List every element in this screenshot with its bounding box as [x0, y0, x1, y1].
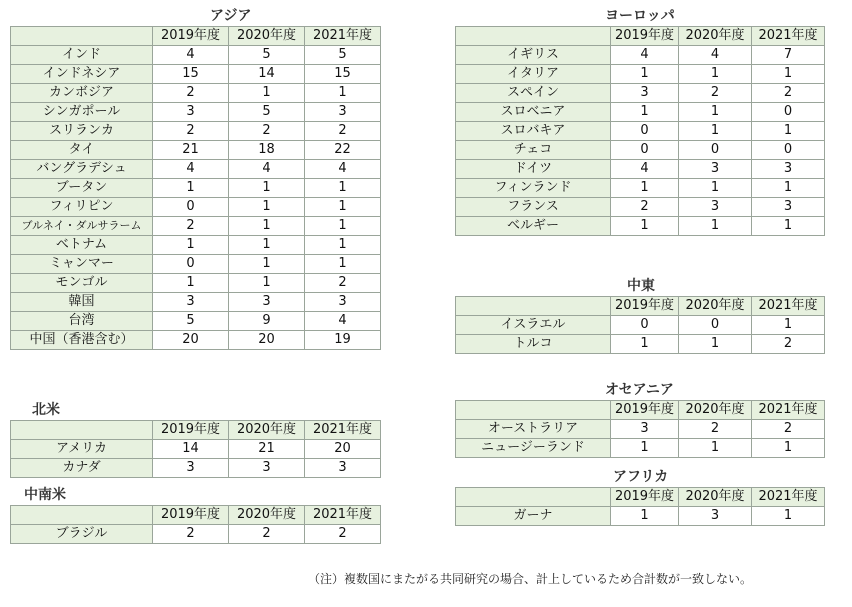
count-cell: 3 — [679, 507, 752, 526]
count-cell: 5 — [305, 46, 381, 65]
table-row — [11, 525, 381, 544]
table-row — [456, 160, 825, 179]
country-name: 中国（香港含む） — [11, 331, 153, 350]
table-row — [11, 65, 381, 84]
count-cell: 3 — [611, 84, 679, 103]
count-cell: 3 — [153, 103, 229, 122]
count-cell: 1 — [229, 84, 305, 103]
header-blank — [456, 488, 611, 507]
count-cell: 1 — [679, 439, 752, 458]
count-cell: 1 — [611, 335, 679, 354]
header-blank — [11, 27, 153, 46]
count-cell: 15 — [305, 65, 381, 84]
year-header: 2021年度 — [305, 421, 381, 440]
country-name: アメリカ — [11, 440, 153, 459]
count-cell: 9 — [229, 312, 305, 331]
year-header: 2020年度 — [229, 421, 305, 440]
count-cell: 21 — [153, 141, 229, 160]
table-row — [456, 420, 825, 439]
count-cell: 0 — [679, 141, 752, 160]
region-north-america — [10, 400, 381, 478]
country-name: カンボジア — [11, 84, 153, 103]
country-name: ブルネイ・ダルサラーム — [11, 217, 153, 236]
region-latin-america — [10, 485, 381, 544]
footnote: （注）複数国にまたがる共同研究の場合、計上しているため合計数が一致しない。 — [308, 572, 753, 586]
count-cell: 1 — [153, 274, 229, 293]
country-name: トルコ — [456, 335, 611, 354]
count-cell: 4 — [229, 160, 305, 179]
count-cell: 1 — [752, 439, 825, 458]
count-cell: 1 — [752, 65, 825, 84]
region-title: 中南米 — [24, 487, 66, 503]
table-row — [11, 459, 381, 478]
region-oceania — [455, 380, 825, 458]
table-row — [11, 46, 381, 65]
count-cell: 4 — [153, 46, 229, 65]
count-cell: 1 — [679, 217, 752, 236]
count-cell: 1 — [752, 316, 825, 335]
count-cell: 3 — [679, 160, 752, 179]
count-cell: 1 — [679, 179, 752, 198]
region-title: アジア — [210, 8, 252, 24]
country-name: 台湾 — [11, 312, 153, 331]
count-cell: 1 — [305, 236, 381, 255]
region-europe — [455, 6, 825, 236]
year-header: 2020年度 — [679, 401, 752, 420]
count-cell: 1 — [611, 179, 679, 198]
country-name: カナダ — [11, 459, 153, 478]
count-cell: 1 — [229, 217, 305, 236]
count-cell: 2 — [153, 122, 229, 141]
count-cell: 3 — [153, 293, 229, 312]
region-africa — [455, 467, 825, 526]
count-cell: 2 — [679, 420, 752, 439]
count-cell: 0 — [679, 316, 752, 335]
table-row — [456, 198, 825, 217]
count-cell: 1 — [305, 217, 381, 236]
count-cell: 1 — [752, 507, 825, 526]
country-name: フィンランド — [456, 179, 611, 198]
count-cell: 1 — [611, 65, 679, 84]
country-name: イギリス — [456, 46, 611, 65]
year-header: 2019年度 — [153, 506, 229, 525]
count-cell: 0 — [752, 141, 825, 160]
count-cell: 1 — [229, 274, 305, 293]
country-name: フランス — [456, 198, 611, 217]
count-cell: 4 — [611, 46, 679, 65]
country-name: ミャンマー — [11, 255, 153, 274]
count-cell: 3 — [153, 459, 229, 478]
country-name: ニュージーランド — [456, 439, 611, 458]
count-cell: 1 — [752, 217, 825, 236]
count-cell: 3 — [752, 160, 825, 179]
table-row — [456, 122, 825, 141]
header-blank — [11, 506, 153, 525]
count-cell: 2 — [305, 122, 381, 141]
country-name: ブータン — [11, 179, 153, 198]
country-name: イタリア — [456, 65, 611, 84]
count-cell: 0 — [611, 122, 679, 141]
year-header: 2021年度 — [752, 27, 825, 46]
country-name: フィリピン — [11, 198, 153, 217]
region-table — [455, 487, 825, 526]
table-row — [456, 335, 825, 354]
count-cell: 2 — [229, 122, 305, 141]
country-name: 韓国 — [11, 293, 153, 312]
country-name: イスラエル — [456, 316, 611, 335]
count-cell: 1 — [679, 335, 752, 354]
year-header: 2020年度 — [679, 297, 752, 316]
country-name: オーストラリア — [456, 420, 611, 439]
region-table — [455, 26, 825, 236]
count-cell: 5 — [229, 46, 305, 65]
country-name: ベルギー — [456, 217, 611, 236]
count-cell: 0 — [611, 141, 679, 160]
count-cell: 1 — [611, 217, 679, 236]
region-table — [455, 296, 825, 354]
count-cell: 1 — [679, 122, 752, 141]
header-blank — [11, 421, 153, 440]
count-cell: 1 — [611, 103, 679, 122]
count-cell: 3 — [305, 293, 381, 312]
year-header: 2020年度 — [679, 27, 752, 46]
count-cell: 1 — [229, 179, 305, 198]
count-cell: 3 — [229, 459, 305, 478]
count-cell: 5 — [229, 103, 305, 122]
table-row — [11, 293, 381, 312]
year-header: 2019年度 — [153, 27, 229, 46]
count-cell: 4 — [611, 160, 679, 179]
count-cell: 1 — [229, 255, 305, 274]
country-name: インドネシア — [11, 65, 153, 84]
region-table — [455, 400, 825, 458]
country-name: ドイツ — [456, 160, 611, 179]
year-header: 2019年度 — [611, 488, 679, 507]
country-name: タイ — [11, 141, 153, 160]
table-row — [456, 46, 825, 65]
country-name: スリランカ — [11, 122, 153, 141]
count-cell: 4 — [305, 160, 381, 179]
count-cell: 0 — [153, 255, 229, 274]
country-name: ガーナ — [456, 507, 611, 526]
region-title: 北米 — [32, 402, 60, 418]
table-row — [456, 316, 825, 335]
year-header: 2019年度 — [611, 297, 679, 316]
country-name: モンゴル — [11, 274, 153, 293]
count-cell: 2 — [305, 525, 381, 544]
count-cell: 1 — [229, 236, 305, 255]
year-header: 2019年度 — [153, 421, 229, 440]
year-header: 2021年度 — [305, 506, 381, 525]
count-cell: 1 — [153, 179, 229, 198]
count-cell: 1 — [305, 84, 381, 103]
count-cell: 5 — [153, 312, 229, 331]
count-cell: 19 — [305, 331, 381, 350]
region-title: アフリカ — [613, 469, 669, 485]
count-cell: 1 — [153, 236, 229, 255]
region-table — [10, 505, 381, 544]
country-name: バングラデシュ — [11, 160, 153, 179]
header-blank — [456, 27, 611, 46]
table-row — [456, 179, 825, 198]
table-row — [456, 141, 825, 160]
count-cell: 1 — [679, 103, 752, 122]
year-header: 2020年度 — [229, 506, 305, 525]
count-cell: 2 — [752, 420, 825, 439]
count-cell: 4 — [153, 160, 229, 179]
count-cell: 18 — [229, 141, 305, 160]
region-table — [10, 26, 381, 350]
country-name: シンガポール — [11, 103, 153, 122]
table-row — [456, 217, 825, 236]
count-cell: 2 — [153, 217, 229, 236]
country-name: チェコ — [456, 141, 611, 160]
table-row — [456, 65, 825, 84]
country-name: インド — [11, 46, 153, 65]
table-row — [11, 331, 381, 350]
table-row — [11, 103, 381, 122]
count-cell: 1 — [229, 198, 305, 217]
count-cell: 1 — [679, 65, 752, 84]
count-cell: 0 — [611, 316, 679, 335]
count-cell: 1 — [305, 198, 381, 217]
country-name: スロベニア — [456, 103, 611, 122]
count-cell: 21 — [229, 440, 305, 459]
count-cell: 3 — [305, 103, 381, 122]
count-cell: 2 — [305, 274, 381, 293]
table-row — [11, 440, 381, 459]
count-cell: 20 — [153, 331, 229, 350]
count-cell: 2 — [752, 84, 825, 103]
count-cell: 7 — [752, 46, 825, 65]
count-cell: 20 — [229, 331, 305, 350]
count-cell: 2 — [153, 84, 229, 103]
table-row — [456, 84, 825, 103]
count-cell: 0 — [752, 103, 825, 122]
count-cell: 20 — [305, 440, 381, 459]
country-name: ブラジル — [11, 525, 153, 544]
year-header: 2019年度 — [611, 27, 679, 46]
count-cell: 3 — [679, 198, 752, 217]
count-cell: 1 — [305, 179, 381, 198]
count-cell: 2 — [679, 84, 752, 103]
count-cell: 14 — [153, 440, 229, 459]
count-cell: 2 — [611, 198, 679, 217]
year-header: 2021年度 — [752, 401, 825, 420]
count-cell: 2 — [229, 525, 305, 544]
region-title: オセアニア — [605, 382, 674, 398]
count-cell: 3 — [752, 198, 825, 217]
count-cell: 4 — [305, 312, 381, 331]
count-cell: 3 — [229, 293, 305, 312]
count-cell: 22 — [305, 141, 381, 160]
year-header: 2019年度 — [611, 401, 679, 420]
year-header: 2021年度 — [752, 297, 825, 316]
year-header: 2021年度 — [752, 488, 825, 507]
table-row — [11, 217, 381, 236]
region-asia — [10, 6, 381, 350]
count-cell: 1 — [752, 179, 825, 198]
table-row — [11, 236, 381, 255]
header-blank — [456, 297, 611, 316]
year-header: 2021年度 — [305, 27, 381, 46]
count-cell: 1 — [611, 507, 679, 526]
table-row — [11, 198, 381, 217]
table-row — [456, 507, 825, 526]
count-cell: 4 — [679, 46, 752, 65]
table-row — [11, 84, 381, 103]
year-header: 2020年度 — [229, 27, 305, 46]
table-row — [11, 312, 381, 331]
table-row — [456, 439, 825, 458]
count-cell: 3 — [305, 459, 381, 478]
table-row — [11, 274, 381, 293]
count-cell: 14 — [229, 65, 305, 84]
count-cell: 3 — [611, 420, 679, 439]
count-cell: 2 — [752, 335, 825, 354]
region-table — [10, 420, 381, 478]
table-row — [11, 122, 381, 141]
count-cell: 15 — [153, 65, 229, 84]
year-header: 2020年度 — [679, 488, 752, 507]
table-row — [11, 255, 381, 274]
table-row — [11, 160, 381, 179]
region-title: 中東 — [627, 278, 655, 294]
country-name: スロバキア — [456, 122, 611, 141]
region-middle-east — [455, 276, 825, 354]
region-title: ヨーロッパ — [605, 8, 675, 24]
count-cell: 1 — [305, 255, 381, 274]
header-blank — [456, 401, 611, 420]
country-name: ベトナム — [11, 236, 153, 255]
count-cell: 1 — [611, 439, 679, 458]
country-name: スペイン — [456, 84, 611, 103]
count-cell: 2 — [153, 525, 229, 544]
table-row — [11, 141, 381, 160]
table-row — [11, 179, 381, 198]
count-cell: 1 — [752, 122, 825, 141]
table-row — [456, 103, 825, 122]
count-cell: 0 — [153, 198, 229, 217]
